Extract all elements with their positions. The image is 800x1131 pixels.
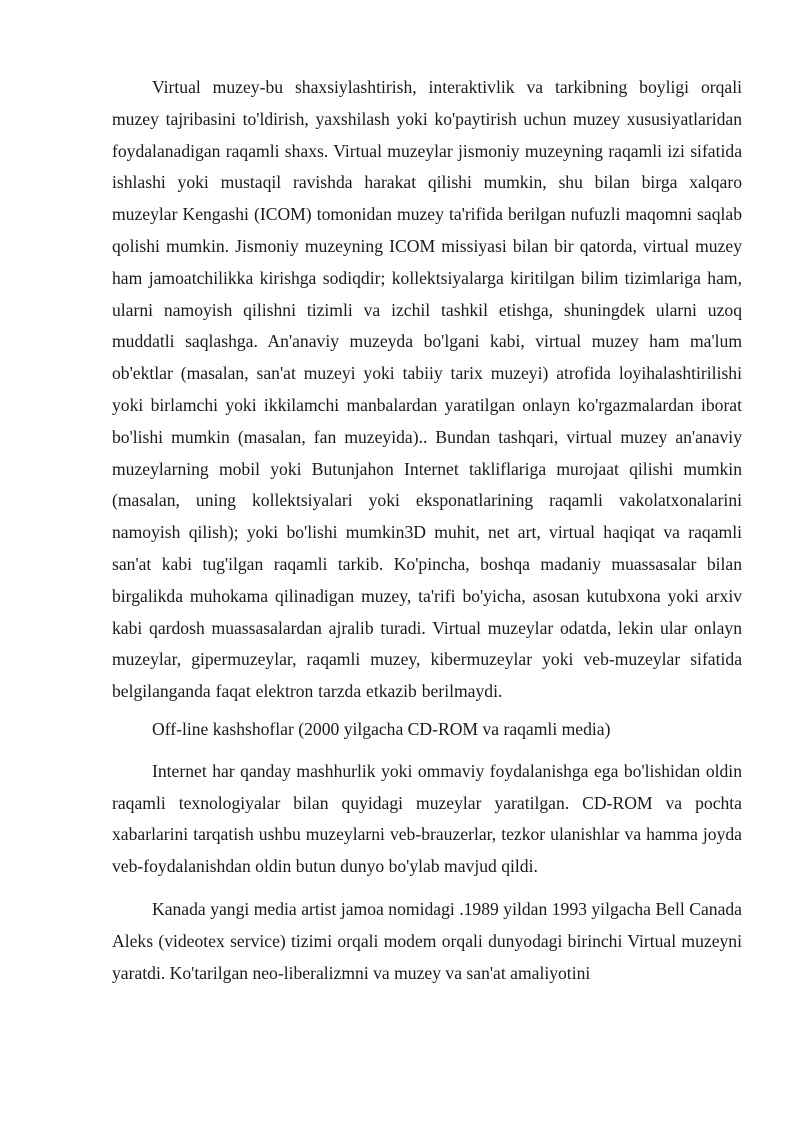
paragraph-pre-internet-museums: Internet har qanday mashhurlik yoki ommaviy foydalanishga ega bo'lishidan oldin raqamli texnologiyalar bilan quyidagi muzeylar yaratilgan. CD-ROM va pochta xabarlarini tarqatish ushbu muzeylarni veb-brauzerlar, tezkor ulanishlar va hamma joyda veb-foydalanishdan oldin butun dunyo bo'ylab mavjud qildi. — [112, 760, 742, 877]
paragraph-canada-first-virtual-museum: Kanada yangi media artist jamoa nomidagi .1989 yildan 1993 yilgacha Bell Canada Aleks (videotex service) tizimi orqali modem orqali dunyodagi birinchi Virtual muzeyni yaratdi. Ko'tarilgan neo-liberalizmni va muzey va san'at amaliyotini — [112, 898, 742, 983]
paragraph-offline-pioneers-heading: Off-line kashshoflar (2000 yilgacha CD-ROM va raqamli media) — [152, 718, 611, 739]
document-page — [112, 72, 742, 989]
paragraph-virtual-museum-definition: Virtual muzey-bu shaxsiylashtirish, interaktivlik va tarkibning boyligi orqali muzey tajribasini to'ldirish, yaxshilash yoki ko'paytirish uchun muzey xususiyatlaridan foydalanadigan raqamli shaxs. Virtual muzeylar jismoniy muzeyning raqamli izi sifatida ishlashi yoki mustaqil ravishda harakat qilishi mumkin, shu bilan birga xalqaro muzeylar Kengashi (ICOM) tomonidan muzey ta'rifida berilgan nufuzli maqomni saqlab qolishi mumkin. Jismoniy muzeyning ICOM missiyasi bilan bir qatorda, virtual muzey ham jamoatchilikka kirishga sodiqdir; kollektsiyalarga kiritilgan bilim tizimlariga ham, ularni namoyish qilishni tizimli va izchil tashkil etishga, shuningdek ularni uzoq muddatli saqlashga. An'anaviy muzeyda bo'lgani kabi, virtual muzey ham ma'lum ob'ektlar (masalan, san'at muzeyi yoki tabiiy tarix muzeyi) atrofida loyihalashtirilishi yoki birlamchi yoki ikkilamchi manbalardan yaratilgan onlayn ko'rgazmalardan iborat bo'lishi mumkin (masalan, fan muzeyida).. Bundan tashqari, virtual muzey an'anaviy muzeylarning mobil yoki Butunjahon Internet takliflariga murojaat qilishi mumkin (masalan, uning kollektsiyalari yoki eksponatlarining raqamli vakolatxonalarini namoyish qilish); yoki bo'lishi mumkin3D muhit, net art, virtual haqiqat va raqamli san'at kabi tug'ilgan raqamli tarkib. Ko'pincha, boshqa madaniy muassasalar bilan birgalikda muhokama qilinadigan muzey, ta'rifi bo'yicha, asosan kutubxona yoki arxiv kabi qardosh muassasalardan ajralib turadi. Virtual muzeylar odatda, lekin ular onlayn muzeylar, gipermuzeylar, raqamli muzey, kibermuzeylar yoki veb-muzeylar sifatida belgilanganda faqat elektron tarzda etkazib berilmaydi. — [112, 77, 742, 702]
